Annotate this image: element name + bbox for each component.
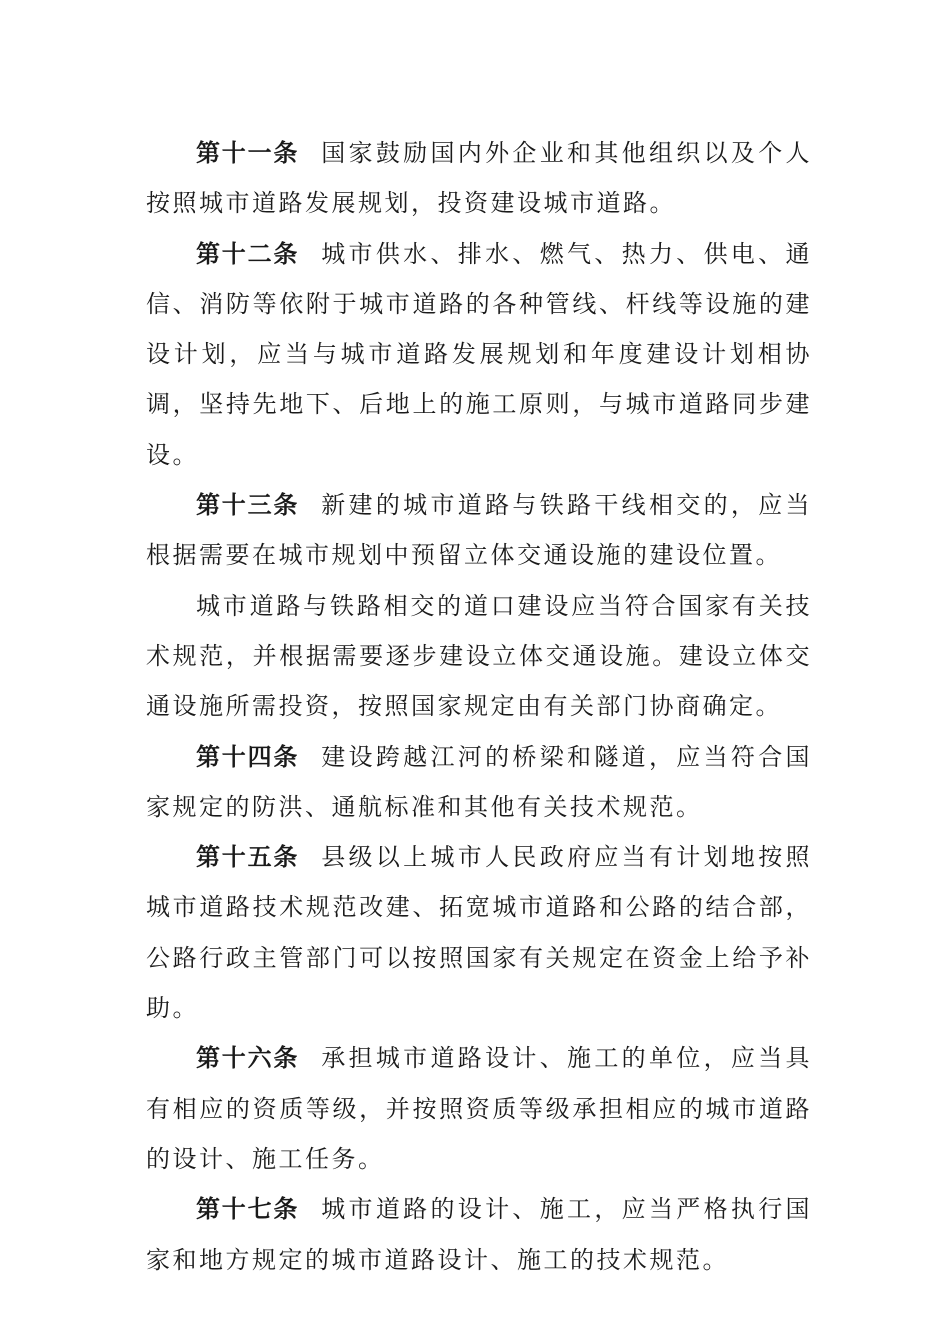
paragraph-article-11 — [146, 128, 812, 229]
article-number: 第十二条 — [196, 239, 300, 268]
article-text: 城市供水、排水、燃气、热力、供电、通信、消防等依附于城市道路的各种管线、杆线等设施的建设计划，应当与城市道路发展规划和年度建设计划相协调，坚持先地下、后地上的施工原则，与城市道路同步建设。 — [146, 239, 813, 469]
paragraph-article-17 — [146, 1184, 812, 1285]
article-text: 国家鼓励国内外企业和其他组织以及个人按照城市道路发展规划，投资建设城市道路。 — [146, 139, 813, 218]
paragraph-article-14 — [146, 732, 812, 833]
article-number: 第十七条 — [196, 1195, 300, 1224]
article-text: 建设跨越江河的桥梁和隧道，应当符合国家规定的防洪、通航标准和其他有关技术规范。 — [146, 742, 813, 821]
article-number: 第十四条 — [196, 742, 300, 771]
paragraph-article-13-continued — [146, 581, 812, 732]
article-number: 第十五条 — [196, 843, 300, 872]
article-number: 第十三条 — [196, 491, 300, 520]
paragraph-article-15 — [146, 832, 812, 1033]
paragraph-article-12 — [146, 229, 812, 480]
document-page — [146, 128, 812, 1285]
article-text: 城市道路的设计、施工，应当严格执行国家和地方规定的城市道路设计、施工的技术规范。 — [146, 1195, 813, 1274]
article-text: 县级以上城市人民政府应当有计划地按照城市道路技术规范改建、拓宽城市道路和公路的结合部，公路行政主管部门可以按照国家有关规定在资金上给予补助。 — [146, 843, 813, 1023]
article-text: 新建的城市道路与铁路干线相交的，应当根据需要在城市规划中预留立体交通设施的建设位置。 — [146, 491, 813, 570]
paragraph-article-13 — [146, 480, 812, 581]
paragraph-article-16 — [146, 1033, 812, 1184]
article-number: 第十一条 — [196, 139, 300, 167]
article-number: 第十六条 — [196, 1044, 300, 1073]
article-text: 承担城市道路设计、施工的单位，应当具有相应的资质等级，并按照资质等级承担相应的城市道路的设计、施工任务。 — [146, 1044, 813, 1173]
article-text: 城市道路与铁路相交的道口建设应当符合国家有关技术规范，并根据需要逐步建设立体交通设施。建设立体交通设施所需投资，按照国家规定由有关部门协商确定。 — [146, 591, 812, 721]
